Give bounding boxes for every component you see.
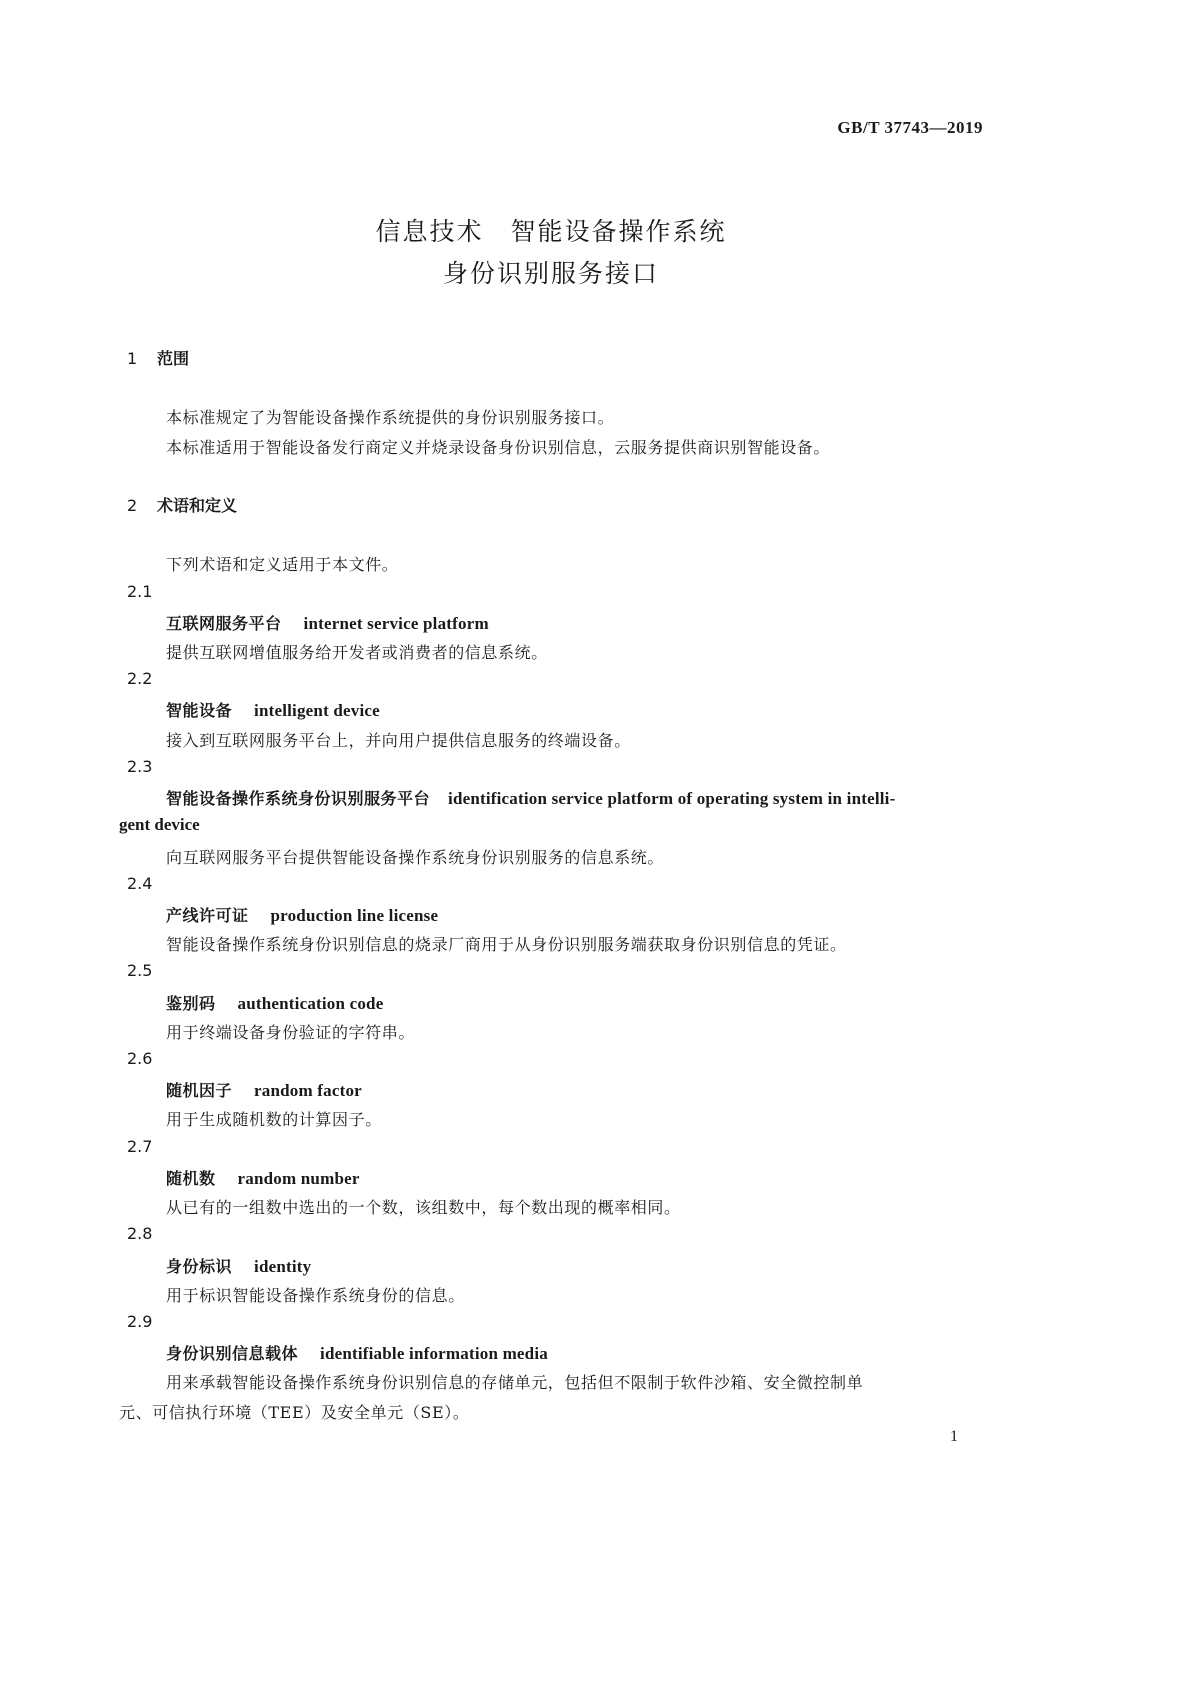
term-en-continuation: gent device xyxy=(119,815,200,834)
term-en: random number xyxy=(237,1169,360,1188)
term-zh: 随机因子 xyxy=(166,1081,233,1100)
term-number: 2.7 xyxy=(127,1137,153,1156)
term-definition-continuation: 元、可信执行环境（TEE）及安全单元（SE）。 xyxy=(119,1403,470,1422)
paragraph: 本标准规定了为智能设备操作系统提供的身份识别服务接口。 xyxy=(166,408,615,427)
term-number: 2.9 xyxy=(127,1312,153,1331)
term-definition: 智能设备操作系统身份识别信息的烧录厂商用于从身份识别服务端获取身份识别信息的凭证。 xyxy=(166,935,847,954)
section-heading-scope xyxy=(127,346,189,369)
section-number: 1 xyxy=(127,349,138,368)
term-entry xyxy=(166,786,895,809)
term-en: identifiable information media xyxy=(320,1344,548,1363)
term-number: 2.4 xyxy=(127,874,153,893)
term-entry xyxy=(166,991,383,1014)
section-heading-terms xyxy=(127,493,237,516)
term-definition: 用于生成随机数的计算因子。 xyxy=(166,1110,382,1129)
term-definition: 用于标识智能设备操作系统身份的信息。 xyxy=(166,1286,465,1305)
term-zh: 鉴别码 xyxy=(166,994,216,1013)
term-number: 2.1 xyxy=(127,582,153,601)
paragraph: 本标准适用于智能设备发行商定义并烧录设备身份识别信息，云服务提供商识别智能设备。 xyxy=(166,438,831,457)
term-en: random factor xyxy=(254,1081,362,1100)
term-en: intelligent device xyxy=(254,701,380,720)
term-zh: 身份识别信息载体 xyxy=(166,1344,299,1363)
term-number: 2.5 xyxy=(127,961,153,980)
paragraph: 下列术语和定义适用于本文件。 xyxy=(166,555,399,574)
term-entry xyxy=(166,1254,311,1277)
term-entry xyxy=(166,698,380,721)
section-title: 范围 xyxy=(157,349,190,368)
term-zh: 互联网服务平台 xyxy=(166,614,282,633)
term-zh: 智能设备操作系统身份识别服务平台 xyxy=(166,789,431,808)
term-entry xyxy=(166,1341,548,1364)
document-title-line1: 信息技术 智能设备操作系统 xyxy=(375,217,727,246)
page-number: 1 xyxy=(950,1428,958,1445)
term-entry xyxy=(166,1166,360,1189)
term-definition: 提供互联网增值服务给开发者或消费者的信息系统。 xyxy=(166,643,548,662)
standard-number: GB/T 37743—2019 xyxy=(837,118,983,137)
term-entry xyxy=(166,903,438,926)
term-definition: 向互联网服务平台提供智能设备操作系统身份识别服务的信息系统。 xyxy=(166,848,665,867)
term-entry xyxy=(166,1078,362,1101)
term-zh: 产线许可证 xyxy=(166,906,249,925)
section-number: 2 xyxy=(127,496,138,515)
term-definition: 用来承载智能设备操作系统身份识别信息的存储单元，包括但不限制于软件沙箱、安全微控制单 xyxy=(166,1373,864,1392)
term-zh: 身份标识 xyxy=(166,1257,233,1276)
term-number: 2.2 xyxy=(127,669,153,688)
term-en: identification service platform of operating system in intelli- xyxy=(448,789,896,808)
term-en: identity xyxy=(254,1257,312,1276)
document-title-line2: 身份识别服务接口 xyxy=(442,259,659,288)
term-number: 2.8 xyxy=(127,1224,153,1243)
section-title: 术语和定义 xyxy=(157,496,238,515)
term-zh: 智能设备 xyxy=(166,701,233,720)
term-number: 2.3 xyxy=(127,757,153,776)
term-definition: 接入到互联网服务平台上，并向用户提供信息服务的终端设备。 xyxy=(166,731,631,750)
term-en: authentication code xyxy=(237,994,384,1013)
term-zh: 随机数 xyxy=(166,1169,216,1188)
term-en: internet service platform xyxy=(303,614,489,633)
term-number: 2.6 xyxy=(127,1049,153,1068)
term-definition: 从已有的一组数中选出的一个数，该组数中，每个数出现的概率相同。 xyxy=(166,1198,681,1217)
term-definition: 用于终端设备身份验证的字符串。 xyxy=(166,1023,416,1042)
term-en: production line license xyxy=(270,906,439,925)
term-entry xyxy=(166,611,489,634)
